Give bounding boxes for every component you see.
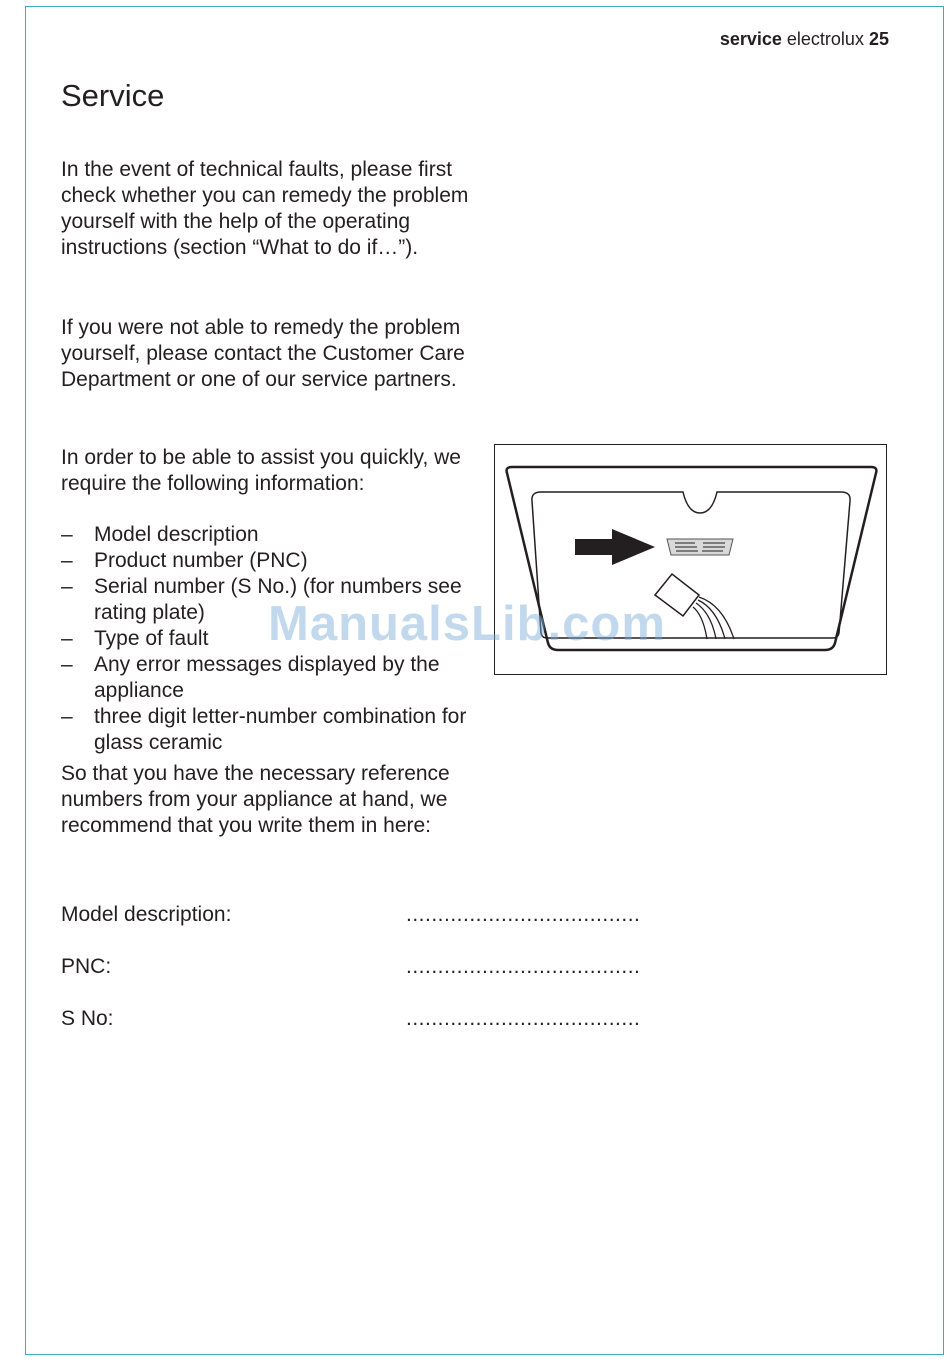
contact-paragraph: If you were not able to remedy the problem yourself, please contact the Customer Care Department or one of our service partners. <box>61 316 465 391</box>
intro-paragraph: In the event of technical faults, please first check whether you can remedy the problem yourself with the help of the operating instructions (section “What to do if…”). <box>61 158 469 259</box>
cable-connector-icon <box>655 574 734 639</box>
arrow-icon <box>575 529 655 565</box>
field-serial-number: S No: ..................................... <box>61 1007 641 1030</box>
fill-in-line: ..................................... <box>406 955 641 978</box>
page-title: Service <box>61 78 165 113</box>
field-model-description: Model description: ..................................... <box>61 903 641 926</box>
header-brand: electrolux <box>786 29 864 49</box>
reference-fields <box>61 903 681 1059</box>
rating-plate-icon <box>667 539 733 555</box>
list-item: – Serial number (S No.) (for numbers see rating plate) <box>61 575 462 624</box>
list-item: – Model description <box>61 523 259 546</box>
list-item: – Type of fault <box>61 627 209 650</box>
list-item: – Any error messages displayed by the appliance <box>61 653 440 702</box>
field-pnc: PNC: ..................................... <box>61 955 641 978</box>
fill-in-line: ..................................... <box>406 903 641 926</box>
list-item: – three digit letter-number combination for glass ceramic <box>61 705 467 754</box>
header-section: service <box>719 29 782 49</box>
info-request-paragraph: In order to be able to assist you quickly, we require the following information: <box>61 446 461 495</box>
list-item: – Product number (PNC) <box>61 549 308 572</box>
watermark: ManualsLib.com <box>268 597 666 651</box>
closing-paragraph: So that you have the necessary reference numbers from your appliance at hand, we recommend that you write them in here: <box>61 762 450 837</box>
fill-in-line: ..................................... <box>406 1007 641 1030</box>
header-page-number: 25 <box>868 29 889 49</box>
running-header <box>720 29 889 50</box>
